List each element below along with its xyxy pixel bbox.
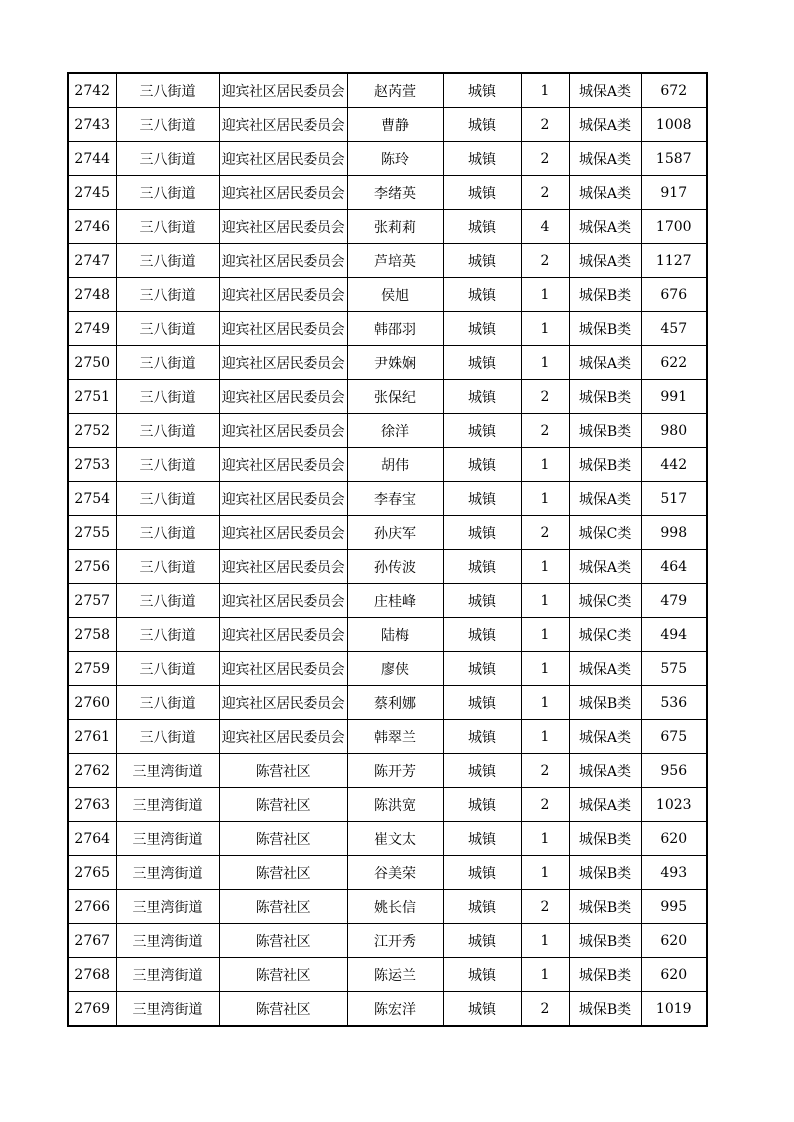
table-row [68,414,707,448]
cell-category: 城保A类 [569,788,641,822]
cell-id: 2761 [68,720,116,754]
cell-name: 胡伟 [347,448,443,482]
table-row [68,244,707,278]
table-row [68,720,707,754]
cell-category: 城保C类 [569,584,641,618]
cell-id: 2760 [68,686,116,720]
cell-area: 城镇 [443,312,521,346]
cell-street: 三八街道 [116,584,219,618]
cell-street: 三八街道 [116,516,219,550]
table-row [68,686,707,720]
cell-community: 迎宾社区居民委员会 [219,618,347,652]
cell-community: 陈营社区 [219,992,347,1027]
cell-people: 2 [521,380,569,414]
cell-area: 城镇 [443,210,521,244]
cell-community: 迎宾社区居民委员会 [219,516,347,550]
cell-area: 城镇 [443,924,521,958]
cell-category: 城保B类 [569,448,641,482]
cell-id: 2748 [68,278,116,312]
cell-people: 2 [521,142,569,176]
table-row [68,754,707,788]
cell-name: 蔡利娜 [347,686,443,720]
cell-id: 2762 [68,754,116,788]
cell-name: 李春宝 [347,482,443,516]
cell-people: 1 [521,278,569,312]
cell-name: 江开秀 [347,924,443,958]
cell-area: 城镇 [443,788,521,822]
cell-people: 2 [521,992,569,1027]
cell-street: 三八街道 [116,448,219,482]
cell-id: 2759 [68,652,116,686]
cell-street: 三八街道 [116,108,219,142]
cell-amount: 494 [641,618,707,652]
cell-area: 城镇 [443,958,521,992]
cell-area: 城镇 [443,686,521,720]
cell-people: 1 [521,482,569,516]
cell-area: 城镇 [443,176,521,210]
table-row [68,618,707,652]
cell-community: 陈营社区 [219,890,347,924]
cell-name: 姚长信 [347,890,443,924]
cell-amount: 575 [641,652,707,686]
cell-area: 城镇 [443,244,521,278]
table-row [68,448,707,482]
cell-amount: 442 [641,448,707,482]
cell-name: 张保纪 [347,380,443,414]
cell-name: 陆梅 [347,618,443,652]
cell-amount: 457 [641,312,707,346]
cell-street: 三八街道 [116,346,219,380]
cell-name: 崔文太 [347,822,443,856]
cell-street: 三八街道 [116,73,219,108]
cell-category: 城保C类 [569,516,641,550]
cell-area: 城镇 [443,890,521,924]
cell-category: 城保A类 [569,108,641,142]
cell-street: 三八街道 [116,618,219,652]
cell-id: 2763 [68,788,116,822]
cell-area: 城镇 [443,414,521,448]
cell-id: 2744 [68,142,116,176]
cell-id: 2754 [68,482,116,516]
cell-category: 城保B类 [569,924,641,958]
cell-name: 孙庆军 [347,516,443,550]
table-row [68,108,707,142]
cell-category: 城保A类 [569,210,641,244]
cell-street: 三里湾街道 [116,754,219,788]
table-body [68,73,707,1026]
cell-street: 三里湾街道 [116,822,219,856]
cell-street: 三八街道 [116,482,219,516]
cell-community: 迎宾社区居民委员会 [219,720,347,754]
cell-name: 陈玲 [347,142,443,176]
cell-area: 城镇 [443,618,521,652]
cell-name: 韩翠兰 [347,720,443,754]
cell-amount: 479 [641,584,707,618]
cell-amount: 1008 [641,108,707,142]
cell-people: 2 [521,244,569,278]
cell-people: 1 [521,312,569,346]
cell-people: 2 [521,414,569,448]
table-row [68,482,707,516]
cell-community: 迎宾社区居民委员会 [219,278,347,312]
cell-name: 廖侠 [347,652,443,686]
cell-name: 侯旭 [347,278,443,312]
cell-people: 1 [521,448,569,482]
cell-amount: 956 [641,754,707,788]
table-row [68,890,707,924]
cell-id: 2756 [68,550,116,584]
cell-amount: 995 [641,890,707,924]
cell-amount: 1023 [641,788,707,822]
cell-street: 三八街道 [116,142,219,176]
table-row [68,278,707,312]
cell-street: 三里湾街道 [116,958,219,992]
cell-street: 三里湾街道 [116,924,219,958]
cell-amount: 980 [641,414,707,448]
cell-community: 陈营社区 [219,924,347,958]
cell-area: 城镇 [443,516,521,550]
table-row [68,550,707,584]
cell-amount: 675 [641,720,707,754]
cell-amount: 672 [641,73,707,108]
cell-community: 迎宾社区居民委员会 [219,448,347,482]
cell-street: 三里湾街道 [116,890,219,924]
cell-category: 城保B类 [569,992,641,1027]
table-row [68,788,707,822]
cell-amount: 1127 [641,244,707,278]
cell-amount: 1587 [641,142,707,176]
cell-name: 庄桂峰 [347,584,443,618]
cell-name: 孙传波 [347,550,443,584]
cell-area: 城镇 [443,652,521,686]
cell-category: 城保A类 [569,142,641,176]
cell-id: 2746 [68,210,116,244]
cell-name: 芦培英 [347,244,443,278]
cell-people: 1 [521,924,569,958]
cell-category: 城保B类 [569,414,641,448]
cell-amount: 620 [641,822,707,856]
cell-category: 城保A类 [569,720,641,754]
cell-category: 城保C类 [569,618,641,652]
cell-people: 1 [521,686,569,720]
cell-id: 2764 [68,822,116,856]
cell-category: 城保B类 [569,822,641,856]
cell-id: 2765 [68,856,116,890]
table-row [68,958,707,992]
cell-amount: 620 [641,958,707,992]
cell-street: 三八街道 [116,414,219,448]
cell-area: 城镇 [443,856,521,890]
cell-area: 城镇 [443,550,521,584]
table-row [68,176,707,210]
cell-name: 陈运兰 [347,958,443,992]
cell-community: 陈营社区 [219,822,347,856]
cell-name: 尹姝娴 [347,346,443,380]
cell-area: 城镇 [443,720,521,754]
cell-id: 2767 [68,924,116,958]
cell-area: 城镇 [443,992,521,1027]
cell-category: 城保A类 [569,73,641,108]
cell-area: 城镇 [443,482,521,516]
table-row [68,142,707,176]
cell-community: 迎宾社区居民委员会 [219,210,347,244]
cell-amount: 991 [641,380,707,414]
cell-id: 2751 [68,380,116,414]
cell-amount: 998 [641,516,707,550]
cell-community: 迎宾社区居民委员会 [219,73,347,108]
cell-name: 李绪英 [347,176,443,210]
cell-people: 1 [521,346,569,380]
cell-name: 陈宏洋 [347,992,443,1027]
cell-category: 城保B类 [569,312,641,346]
cell-amount: 622 [641,346,707,380]
cell-people: 2 [521,788,569,822]
cell-people: 2 [521,176,569,210]
table-row [68,346,707,380]
cell-category: 城保A类 [569,482,641,516]
cell-category: 城保B类 [569,686,641,720]
cell-area: 城镇 [443,346,521,380]
table-row [68,210,707,244]
cell-street: 三里湾街道 [116,788,219,822]
cell-area: 城镇 [443,73,521,108]
cell-people: 1 [521,856,569,890]
cell-people: 2 [521,754,569,788]
cell-id: 2758 [68,618,116,652]
cell-category: 城保A类 [569,550,641,584]
cell-id: 2757 [68,584,116,618]
cell-name: 陈开芳 [347,754,443,788]
cell-area: 城镇 [443,754,521,788]
cell-community: 迎宾社区居民委员会 [219,414,347,448]
cell-category: 城保A类 [569,754,641,788]
cell-people: 1 [521,550,569,584]
cell-people: 1 [521,584,569,618]
cell-category: 城保B类 [569,380,641,414]
cell-area: 城镇 [443,278,521,312]
cell-category: 城保B类 [569,958,641,992]
cell-area: 城镇 [443,448,521,482]
cell-amount: 676 [641,278,707,312]
cell-name: 陈洪宽 [347,788,443,822]
cell-category: 城保A类 [569,346,641,380]
cell-amount: 464 [641,550,707,584]
cell-people: 1 [521,618,569,652]
cell-street: 三八街道 [116,312,219,346]
table-row [68,822,707,856]
cell-amount: 1700 [641,210,707,244]
cell-amount: 917 [641,176,707,210]
cell-street: 三八街道 [116,380,219,414]
cell-street: 三八街道 [116,550,219,584]
cell-street: 三八街道 [116,278,219,312]
cell-community: 迎宾社区居民委员会 [219,550,347,584]
cell-street: 三八街道 [116,244,219,278]
cell-street: 三里湾街道 [116,856,219,890]
cell-id: 2753 [68,448,116,482]
table-row [68,856,707,890]
cell-id: 2745 [68,176,116,210]
cell-community: 迎宾社区居民委员会 [219,346,347,380]
cell-community: 迎宾社区居民委员会 [219,108,347,142]
cell-category: 城保B类 [569,890,641,924]
cell-people: 4 [521,210,569,244]
cell-people: 2 [521,108,569,142]
cell-people: 1 [521,958,569,992]
cell-people: 2 [521,890,569,924]
cell-community: 陈营社区 [219,754,347,788]
cell-amount: 1019 [641,992,707,1027]
cell-street: 三八街道 [116,686,219,720]
cell-id: 2750 [68,346,116,380]
cell-amount: 620 [641,924,707,958]
cell-community: 迎宾社区居民委员会 [219,482,347,516]
cell-people: 2 [521,516,569,550]
cell-category: 城保A类 [569,244,641,278]
cell-id: 2743 [68,108,116,142]
cell-id: 2747 [68,244,116,278]
cell-area: 城镇 [443,584,521,618]
cell-area: 城镇 [443,142,521,176]
table-row [68,992,707,1027]
cell-id: 2755 [68,516,116,550]
cell-street: 三八街道 [116,652,219,686]
table-row [68,584,707,618]
table-row [68,924,707,958]
cell-name: 谷美荣 [347,856,443,890]
cell-amount: 517 [641,482,707,516]
cell-name: 赵芮萱 [347,73,443,108]
cell-people: 1 [521,720,569,754]
cell-community: 迎宾社区居民委员会 [219,142,347,176]
cell-area: 城镇 [443,108,521,142]
cell-id: 2769 [68,992,116,1027]
cell-community: 迎宾社区居民委员会 [219,380,347,414]
cell-category: 城保B类 [569,278,641,312]
cell-id: 2766 [68,890,116,924]
cell-category: 城保A类 [569,652,641,686]
data-table [67,72,708,1027]
cell-community: 迎宾社区居民委员会 [219,312,347,346]
cell-name: 张莉莉 [347,210,443,244]
cell-community: 陈营社区 [219,958,347,992]
cell-community: 迎宾社区居民委员会 [219,584,347,618]
cell-community: 陈营社区 [219,788,347,822]
cell-amount: 536 [641,686,707,720]
cell-people: 1 [521,652,569,686]
table-row [68,652,707,686]
cell-name: 韩邵羽 [347,312,443,346]
cell-area: 城镇 [443,822,521,856]
cell-category: 城保B类 [569,856,641,890]
cell-amount: 493 [641,856,707,890]
cell-street: 三里湾街道 [116,992,219,1027]
cell-id: 2752 [68,414,116,448]
cell-people: 1 [521,73,569,108]
cell-name: 曹静 [347,108,443,142]
cell-id: 2742 [68,73,116,108]
cell-street: 三八街道 [116,176,219,210]
cell-community: 迎宾社区居民委员会 [219,652,347,686]
cell-id: 2749 [68,312,116,346]
cell-name: 徐洋 [347,414,443,448]
cell-community: 陈营社区 [219,856,347,890]
cell-category: 城保A类 [569,176,641,210]
table-row [68,73,707,108]
cell-community: 迎宾社区居民委员会 [219,686,347,720]
cell-people: 1 [521,822,569,856]
cell-street: 三八街道 [116,720,219,754]
table-row [68,312,707,346]
cell-street: 三八街道 [116,210,219,244]
table-row [68,380,707,414]
cell-id: 2768 [68,958,116,992]
cell-community: 迎宾社区居民委员会 [219,176,347,210]
cell-community: 迎宾社区居民委员会 [219,244,347,278]
cell-area: 城镇 [443,380,521,414]
table-row [68,516,707,550]
